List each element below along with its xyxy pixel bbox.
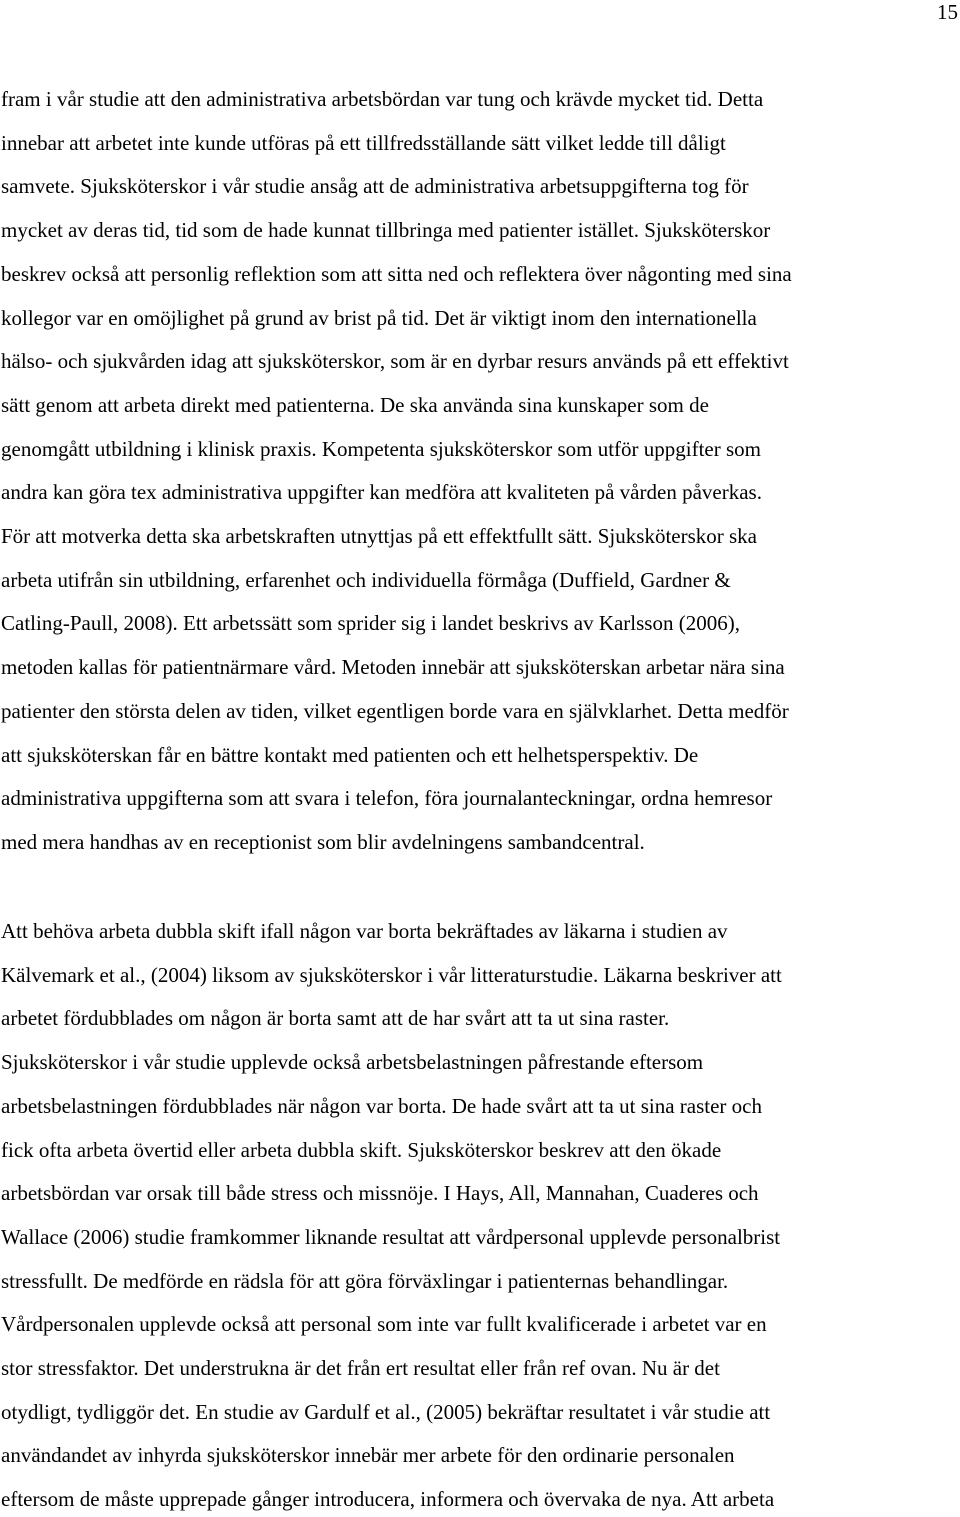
text-line: samvete. Sjuksköterskor i vår studie ansåg att de administrativa arbetsuppgifterna tog för — [1, 174, 749, 198]
text-line: För att motverka detta ska arbetskraften utnyttjas på ett effektfullt sätt. Sjuksköterskor ska — [1, 524, 757, 548]
text-line: stor stressfaktor. Det understrukna är det från ert resultat eller från ref ovan. Nu är det — [1, 1356, 720, 1380]
text-line: eftersom de måste upprepade gånger introducera, informera och övervaka de nya. Att arbeta — [1, 1487, 775, 1511]
text-line: sätt genom att arbeta direkt med patienterna. De ska använda sina kunskaper som de — [1, 393, 709, 417]
text-line: hälso- och sjukvården idag att sjuksköterskor, som är en dyrbar resurs används på ett effektivt — [1, 349, 789, 373]
text-line: metoden kallas för patientnärmare vård. Metoden innebär att sjuksköterskan arbetar nära sina — [1, 655, 785, 679]
text-line: arbetsbördan var orsak till både stress och missnöje. I Hays, All, Mannahan, Cuaderes och — [1, 1181, 759, 1205]
text-line: Vårdpersonalen upplevde också att personal som inte var fullt kvalificerade i arbetet var en — [1, 1312, 767, 1336]
text-line: med mera handhas av en receptionist som blir avdelningens sambandcentral. — [1, 830, 645, 854]
text-line: stressfullt. De medförde en rädsla för att göra förväxlingar i patienternas behandlingar. — [1, 1269, 729, 1293]
page-number: 15 — [937, 0, 958, 24]
text-line: Sjuksköterskor i vår studie upplevde också arbetsbelastningen påfrestande eftersom — [1, 1050, 704, 1074]
text-line: Kälvemark et al., (2004) liksom av sjuksköterskor i vår litteraturstudie. Läkarna beskriver att — [1, 963, 782, 987]
text-line: otydligt, tydliggör det. En studie av Gardulf et al., (2005) bekräftar resultatet i vår studie att — [1, 1400, 771, 1424]
text-line: arbeta utifrån sin utbildning, erfarenhet och individuella förmåga (Duffield, Gardner & — [1, 568, 731, 592]
text-line: Att behöva arbeta dubbla skift ifall någon var borta bekräftades av läkarna i studien av — [1, 919, 728, 943]
text-line: innebar att arbetet inte kunde utföras på ett tillfredsställande sätt vilket ledde till dåligt — [1, 131, 726, 155]
text-line: Wallace (2006) studie framkommer liknande resultat att vårdpersonal upplevde personalbrist — [1, 1225, 781, 1249]
text-line: kollegor var en omöjlighet på grund av brist på tid. Det är viktigt inom den internationella — [1, 306, 757, 330]
text-line: arbetet fördubblades om någon är borta samt att de har svårt att ta ut sina raster. — [1, 1006, 670, 1030]
text-line: genomgått utbildning i klinisk praxis. Kompetenta sjuksköterskor som utför uppgifter som — [1, 437, 761, 461]
text-line: patienter den största delen av tiden, vilket egentligen borde vara en självklarhet. Detta medför — [1, 699, 789, 723]
text-line: mycket av deras tid, tid som de hade kunnat tillbringa med patienter istället. Sjuksköterskor — [1, 218, 771, 242]
text-line: arbetsbelastningen fördubblades när någon var borta. De hade svårt att ta ut sina raster och — [1, 1094, 762, 1118]
text-line: användandet av inhyrda sjuksköterskor innebär mer arbete för den ordinarie personalen — [1, 1443, 735, 1467]
text-line: att sjuksköterskan får en bättre kontakt med patienten och ett helhetsperspektiv. De — [1, 743, 699, 767]
text-line: andra kan göra tex administrativa uppgifter kan medföra att kvaliteten på vården påverkas. — [1, 480, 762, 504]
text-line: beskrev också att personlig reflektion som att sitta ned och reflektera över någonting med sina — [1, 262, 792, 286]
text-line: fram i vår studie att den administrativa arbetsbördan var tung och krävde mycket tid. Detta — [1, 87, 764, 111]
text-line: fick ofta arbeta övertid eller arbeta dubbla skift. Sjuksköterskor beskrev att den ökade — [1, 1138, 722, 1162]
text-line: Catling-Paull, 2008). Ett arbetssätt som sprider sig i landet beskrivs av Karlsson (2006), — [1, 611, 740, 635]
text-line: administrativa uppgifterna som att svara i telefon, föra journalanteckningar, ordna hemresor — [1, 786, 773, 810]
